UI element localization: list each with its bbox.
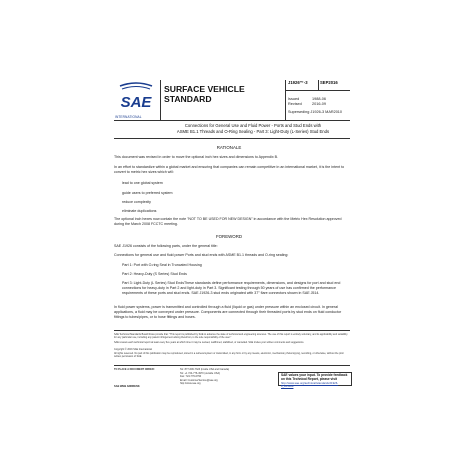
- sae-web-address-label: SAE WEB ADDRESS:: [114, 385, 141, 388]
- footer-board-rules: SAE Technical Standards Board Rules provide that: "This report is published by SAE to advance the state of technical and engineering sciences. The use of this report is entirely voluntary, and its applicability and suitability for any particular use, including any patent infringement arising therefrom, is the sole responsibility of the user.": [114, 333, 348, 340]
- contact-email: Email: CustomerService@sae.org: [180, 378, 218, 382]
- title-line-2: STANDARD: [164, 94, 212, 104]
- contact-fax: Fax: 724-776-0790: [180, 375, 202, 378]
- document-type-title: [164, 84, 245, 104]
- header-divider: [318, 80, 319, 90]
- contact-web[interactable]: http://www.sae.org: [180, 382, 201, 385]
- foreword-part-item: Part 1: Port with O-ring Seal in Truncated Housing: [122, 263, 202, 267]
- rationale-paragraph-1: This document was revised in order to move the optional inch hex sizes and dimensions to Appendix B.: [114, 155, 279, 159]
- foreword-part-item: Part 3: Light-Duty (L Series) Stud EndsThese standards define performance requirements, dimensions, and designs for port and stud end connections for heavy-duty in Part 2 and light-duty in Part 3. Significant testing through 50 years of use has confirmed the performance requirements of these ports and stud ends. SAE J1926-3 stud ends originated with 37° flare connectors shown in SAE J514.: [122, 281, 341, 296]
- title-line-1: SURFACE VEHICLE: [164, 84, 245, 94]
- header-rule: [114, 138, 350, 139]
- document-date: SEP2016: [320, 80, 338, 85]
- feedback-link[interactable]: http://www.sae.org/technical/standards/J1926-3_201609: [281, 380, 339, 388]
- logo-text: SAE: [120, 94, 152, 111]
- subject-line-2: ASME B1.1 Threads and O-Ring Sealing - Part 3: Light-Duty (L-Series) Stud Ends: [176, 129, 330, 134]
- rationale-paragraph-3: The optional inch hexes now contain the note "NOT TO BE USED FOR NEW DESIGN" in accordance with the Metric Hex Resolution approved during the March 2008 FCCTC meeting.: [114, 217, 342, 227]
- footer-rule: [114, 365, 350, 366]
- document-subject: [158, 123, 348, 135]
- header-divider: [160, 80, 161, 120]
- footer-review-note: SAE reviews each technical report at least every five years at which time it may be revised, reaffirmed, stabilized, or cancelled. SAE invites your written comments and suggestions.: [114, 341, 305, 344]
- foreword-paragraph-1: SAE J1926 consists of the following parts, under the general title:: [114, 244, 218, 248]
- rationale-bullet: guide users to preferred system: [122, 191, 173, 195]
- contact-tel-2: Tel: +1 724-776-4970 (outside USA): [180, 371, 220, 375]
- revised-label: Revised: [288, 102, 302, 106]
- foreword-part-item: Part 2: Heavy-Duty (S Series) Stud Ends: [122, 272, 187, 276]
- revised-value: 2016-09: [312, 102, 326, 106]
- issued-value: 1988-06: [312, 97, 326, 101]
- superseding-note: Superseding J1926-3 MAR2010: [288, 110, 343, 114]
- rationale-bullet: reduce complexity: [122, 200, 151, 204]
- feedback-box: [278, 372, 352, 386]
- document-number: J1926™-3: [288, 80, 308, 85]
- rationale-heading: RATIONALE: [216, 145, 242, 150]
- sae-logo-icon: [116, 80, 156, 118]
- logo-subtext: INTERNATIONAL: [115, 115, 142, 119]
- footer-rule: [114, 330, 350, 331]
- rationale-bullet: lead to one global system: [122, 181, 163, 185]
- issued-label: Issued: [288, 97, 300, 101]
- rationale-paragraph-2: In an effort to standardize within a global market and ensuring that companies can remain competitive in an international market, it is the intent to convert to metric hex sizes which will:: [114, 165, 345, 175]
- footer-rights: All rights reserved. No part of this publication may be reproduced, stored in a retrieval system or transmitted, in any form or by any means, electronic, mechanical, photocopying, recording, or otherwise, without the prior written permission of SAE.: [114, 352, 344, 359]
- header-rule: [285, 90, 350, 91]
- subject-line-1: Connections for General Use and Fluid Power - Ports and Stud Ends with: [184, 123, 322, 128]
- order-label: TO PLACE A DOCUMENT ORDER:: [114, 368, 155, 371]
- header-rule: [114, 120, 350, 121]
- header-divider: [285, 80, 286, 120]
- foreword-paragraph-2: Connections for general use and fluid power Ports and stud ends with ASME B1.1 threads and O-ring sealing:: [114, 253, 289, 257]
- feedback-title: SAE values your input. To provide feedback on this Technical Report, please visit: [281, 373, 348, 381]
- contact-tel-1: Tel: 877-606-7323 (inside USA and Canada): [180, 368, 230, 371]
- foreword-heading: FOREWORD: [215, 234, 243, 239]
- rationale-bullet: eliminate duplications: [122, 209, 157, 213]
- foreword-paragraph-3: In fluid power systems, power is transmitted and controlled through a fluid (liquid or gas) under pressure within an enclosed circuit. In general applications, a fluid may be conveyed under pressure. Components are connected through their threaded ports by stud ends on fluid conductor fittings to tubes/pipes, or to hose fittings and hoses.: [114, 305, 342, 320]
- footer-copyright: Copyright © 2016 SAE International: [114, 348, 152, 351]
